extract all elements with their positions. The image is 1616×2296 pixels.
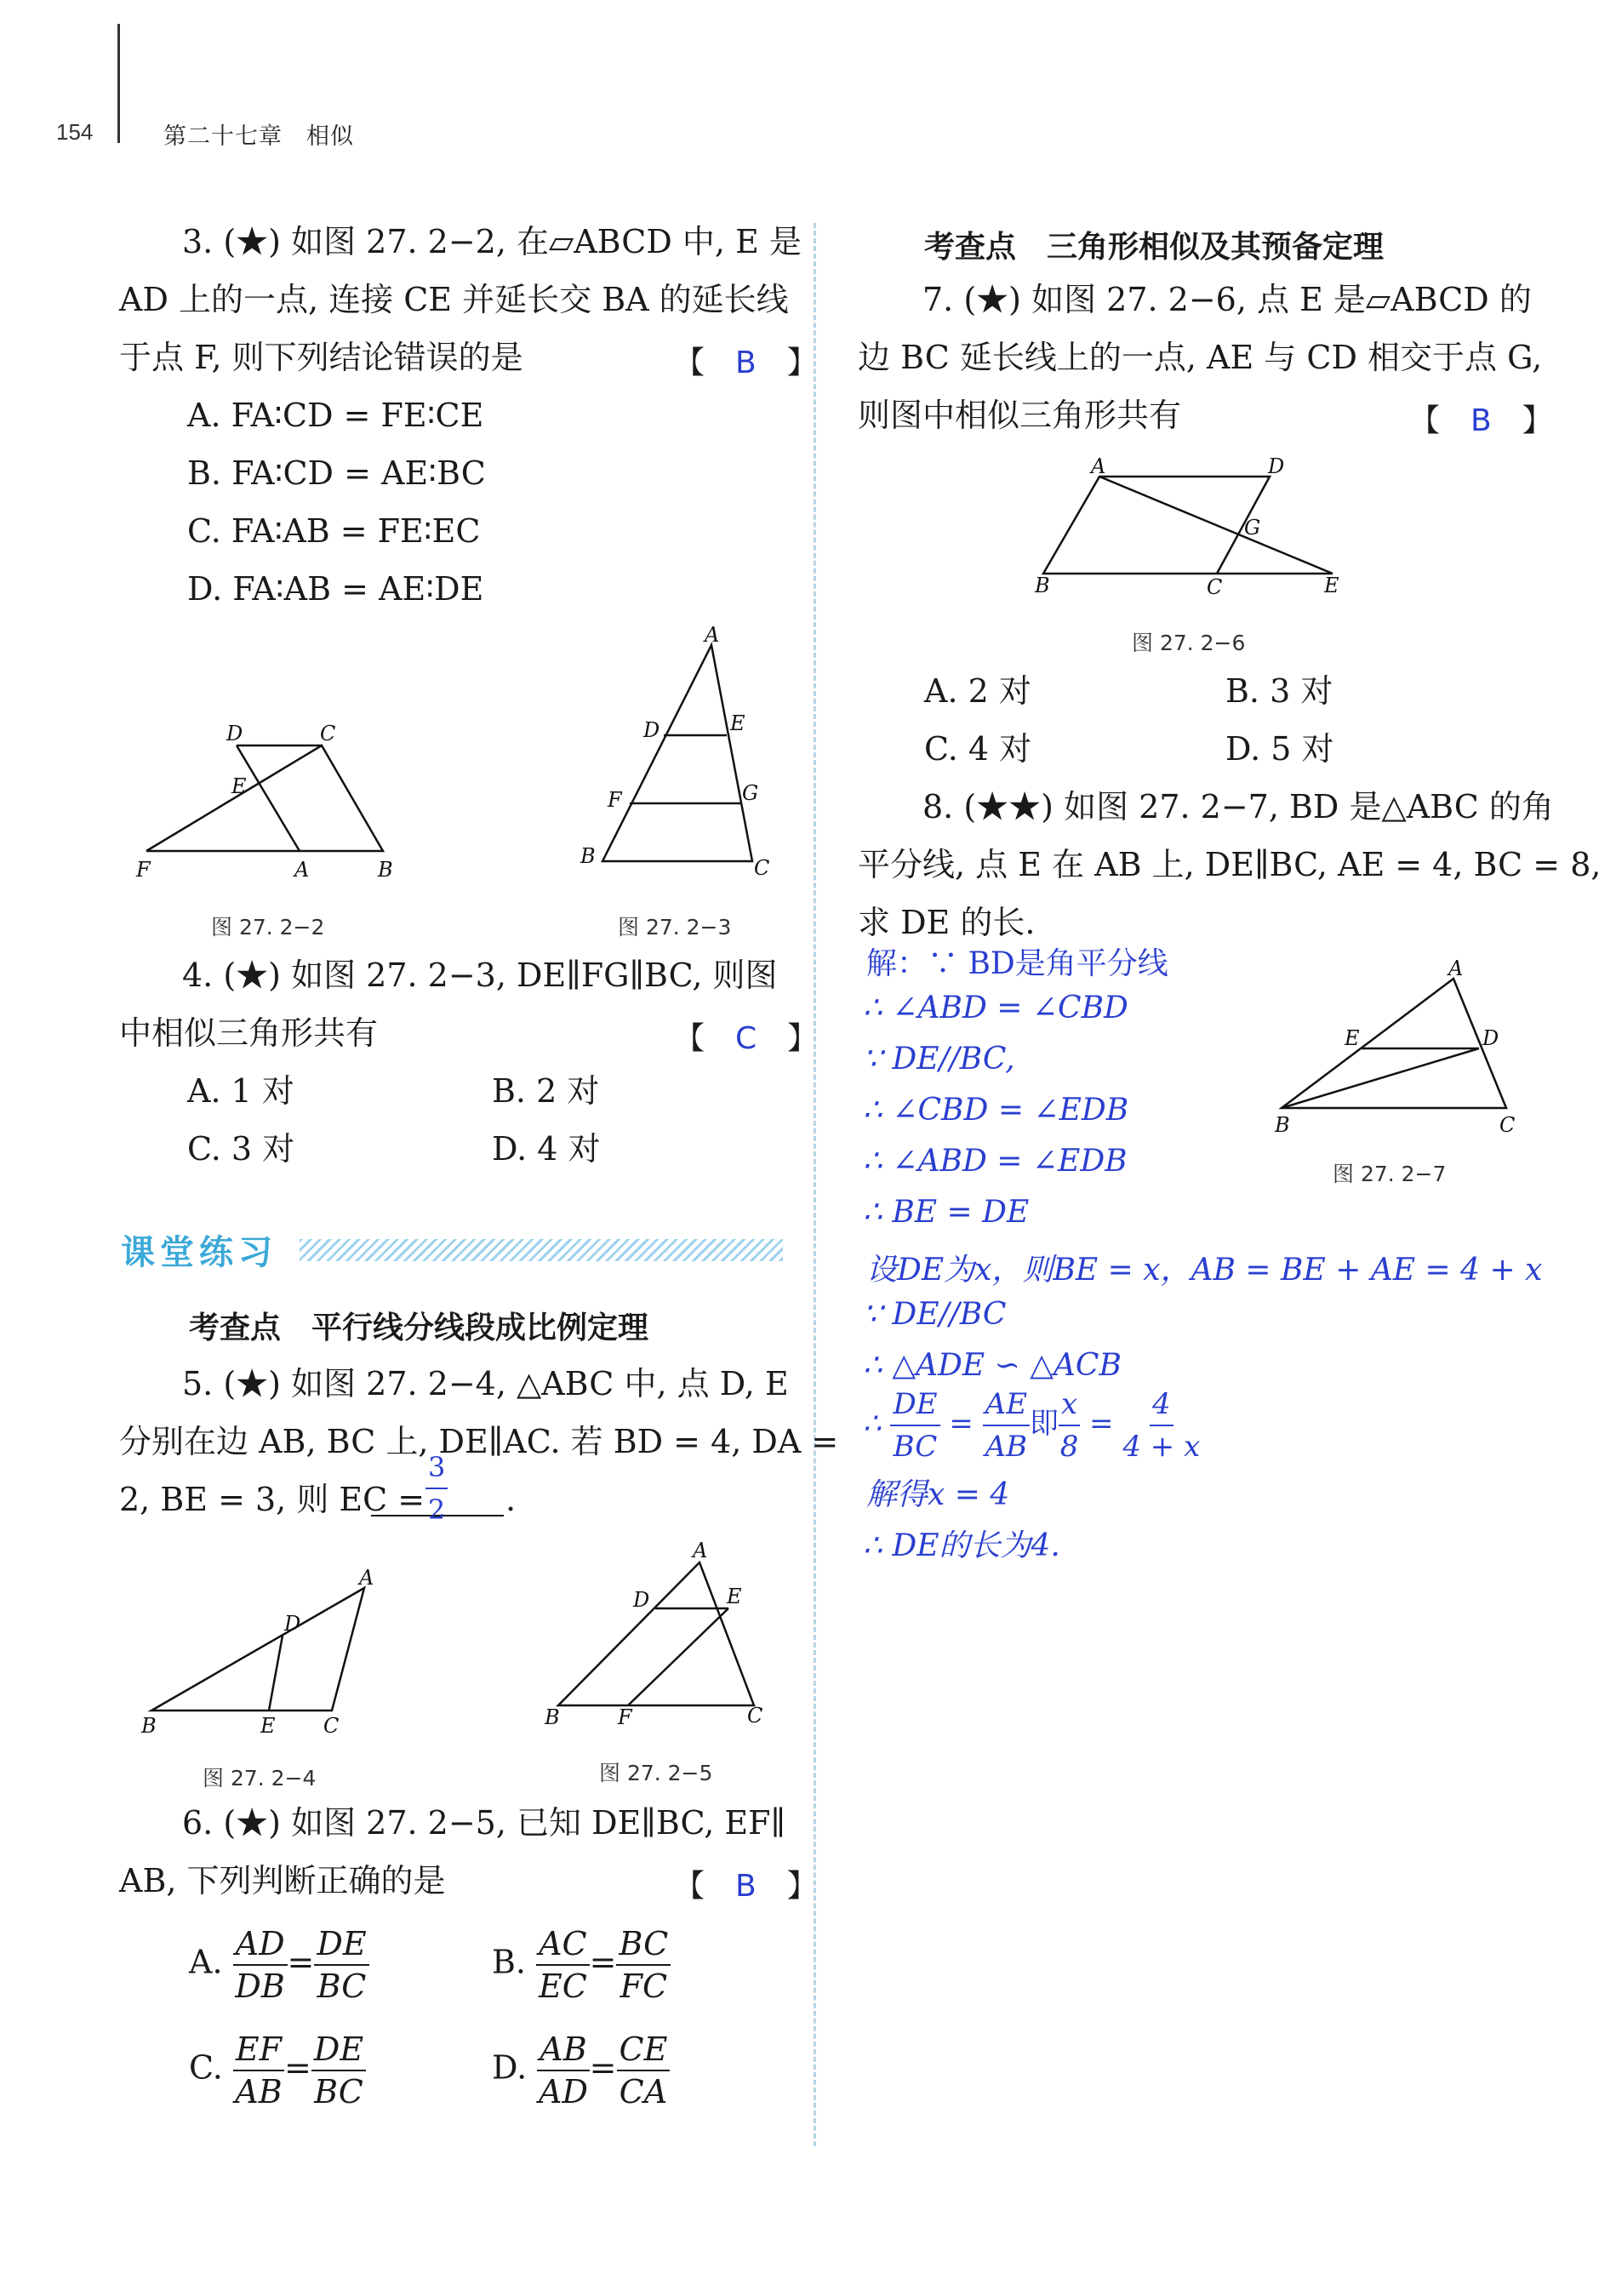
q7-option-d: D. 5 对 <box>1225 730 1334 768</box>
fig-2-4-triangle-abc <box>151 1588 364 1711</box>
q3-answer: B <box>735 346 757 380</box>
q5-line-3: 2, BE = 3, 则 EC = <box>119 1481 425 1518</box>
q7-line-1: 7. (★) 如图 27. 2−6, 点 E 是▱ABCD 的 <box>922 281 1532 318</box>
q8-line-3: 求 DE 的长. <box>858 904 1036 941</box>
fig-2-3-label-c: C <box>754 856 770 880</box>
fig-2-7-label-c: C <box>1499 1113 1516 1137</box>
q4-line-1: 4. (★) 如图 27. 2−3, DE∥FG∥BC, 则图 <box>182 957 778 994</box>
q6-option-c: C. $\frac{EF}{AB}$ = $\frac{DE}{BC}$ <box>189 2029 366 2112</box>
q6-option-d-frac1-den: AD <box>539 2073 588 2110</box>
q5-answer <box>425 1447 448 1530</box>
q6-option-b-frac2-den: FC <box>620 1968 668 2005</box>
q6-option-b: B. $\frac{AC}{EC}$ = $\frac{BC}{FC}$ <box>492 1923 671 2007</box>
fig-2-5-line-ef <box>628 1608 728 1705</box>
q6-option-c-label: C. <box>189 2048 223 2087</box>
q6-option-a-label: A. <box>189 1943 223 1981</box>
fig-2-5-label-e: E <box>727 1585 742 1608</box>
fig-2-6-line-ae <box>1099 477 1333 574</box>
q3-option-c: C. FA∶AB = FE∶EC <box>187 512 481 550</box>
solution-therefore: ∴ <box>863 1407 882 1441</box>
q6-option-c-frac2-den: BC <box>314 2073 363 2110</box>
solution-namely: 即 <box>1030 1407 1059 1441</box>
fig-2-7-caption: 图 27. 2−7 <box>1333 1162 1447 1186</box>
fig-2-2-label-c: C <box>320 722 336 745</box>
q5-line-2: 分别在边 AB, BC 上, DE∥AC. 若 BD = 4, DA = <box>119 1423 839 1460</box>
fig-2-7-line-bd <box>1282 1048 1479 1108</box>
q8-line-1: 8. (★★) 如图 27. 2−7, BD 是△ABC 的角 <box>922 788 1554 825</box>
fig-2-6-caption: 图 27. 2−6 <box>1132 631 1246 655</box>
column-divider <box>814 223 816 2146</box>
solution-frac3-den: 8 <box>1059 1430 1079 1464</box>
q7-answer: B <box>1470 403 1492 438</box>
fig-2-7-label-a: A <box>1448 960 1464 980</box>
fig-2-6-label-b: B <box>1035 574 1050 597</box>
solution-line-3: ∵ DE//BC, <box>863 1042 1015 1077</box>
fig-2-3-label-e: E <box>730 711 745 735</box>
fig-2-5-label-f: F <box>618 1705 632 1729</box>
q3-line-2: AD 上的一点, 连接 CE 并延长交 BA 的延长线 <box>119 281 789 318</box>
fig-2-2-label-a: A <box>294 858 310 882</box>
solution-frac1-num: DE <box>890 1384 939 1426</box>
q7-option-c: C. 4 对 <box>924 730 1032 768</box>
q6-option-b-frac1-den: EC <box>538 1968 587 2005</box>
fig-2-7-label-b: B <box>1275 1113 1290 1137</box>
figure-27-2-2 <box>128 715 417 885</box>
q5-period: . <box>505 1481 517 1518</box>
fig-2-3-caption: 图 27. 2−3 <box>618 915 732 940</box>
q3-answer-box: 【 B 】 <box>674 346 818 380</box>
q6-option-a-frac1 <box>233 1923 288 2007</box>
q6-option-d-frac2 <box>617 2029 671 2112</box>
fig-2-2-caption: 图 27. 2−2 <box>211 915 325 940</box>
solution-line-2: ∴ ∠ABD = ∠CBD <box>863 991 1128 1025</box>
solution-line-8: ∵ DE//BC <box>863 1297 1007 1332</box>
solution-line-conclusion: ∴ DE的长为4. <box>863 1528 1060 1563</box>
figure-27-2-6 <box>1026 454 1350 599</box>
q5-answer-numerator: 3 <box>425 1447 448 1489</box>
solution-line-result: 解得x = 4 <box>866 1477 1010 1512</box>
q8-line-2: 平分线, 点 E 在 AB 上, DE∥BC, AE = 4, BC = 8, <box>858 846 1602 883</box>
solution-frac-ae-ab <box>983 1384 1030 1467</box>
q6-option-c-frac1-den: AB <box>235 2073 283 2110</box>
q6-option-d-frac1-num: AB <box>537 2029 589 2071</box>
solution-frac2-num: AE <box>983 1384 1030 1426</box>
q6-option-d-frac1 <box>537 2029 589 2112</box>
q6-option-a-frac1-num: AD <box>233 1923 288 1966</box>
q4-option-a: A. 1 对 <box>187 1072 294 1110</box>
fig-2-7-triangle-abc <box>1282 979 1506 1108</box>
q6-option-a-frac1-den: DB <box>235 1968 285 2005</box>
fig-2-6-label-a: A <box>1091 454 1106 478</box>
q6-option-b-frac1-num: AC <box>536 1923 590 1966</box>
q3-option-b: B. FA∶CD = AE∶BC <box>187 454 486 492</box>
chapter-title: 第二十七章 相似 <box>163 123 354 150</box>
q5-answer-denominator: 2 <box>428 1494 446 1526</box>
fig-2-5-triangle-abc <box>558 1562 754 1705</box>
fig-2-2-label-d: D <box>226 722 243 745</box>
figure-27-2-7 <box>1268 960 1523 1147</box>
topic-parallel-lines: 考查点 平行线分线段成比例定理 <box>189 1311 649 1345</box>
q7-option-a: A. 2 对 <box>924 672 1031 710</box>
fig-2-4-caption: 图 27. 2−4 <box>203 1766 317 1791</box>
q4-option-b: B. 2 对 <box>492 1072 600 1110</box>
q4-option-d: D. 4 对 <box>492 1130 601 1168</box>
fig-2-3-triangle-abc <box>602 645 752 861</box>
q6-answer-box: 【 B 】 <box>674 1869 818 1904</box>
solution-line-9: ∴ △ADE ∽ △ACB <box>863 1348 1122 1383</box>
solution-frac4-den: 4 + x <box>1122 1430 1201 1464</box>
fig-2-4-label-e: E <box>260 1714 276 1736</box>
fig-2-2-side-da <box>237 745 300 851</box>
fig-2-3-label-g: G <box>742 781 759 805</box>
solution-frac-x-8 <box>1059 1384 1080 1467</box>
q6-option-c-frac2-num: DE <box>311 2029 366 2071</box>
practice-heading-rule <box>300 1239 783 1261</box>
fig-2-4-label-b: B <box>141 1714 157 1736</box>
q6-option-b-frac1 <box>536 1923 590 2007</box>
q6-option-b-frac2 <box>616 1923 671 2007</box>
q7-line-3: 则图中相似三角形共有 <box>858 397 1182 434</box>
q6-line-2: AB, 下列判断正确的是 <box>119 1862 446 1899</box>
fig-2-2-triangle-fec <box>146 745 383 851</box>
solution-line-5: ∴ ∠ABD = ∠EDB <box>863 1144 1128 1179</box>
q6-option-c-frac1-num: EF <box>233 2029 284 2071</box>
solution-frac4-num: 4 <box>1150 1384 1173 1426</box>
fig-2-5-caption: 图 27. 2−5 <box>599 1761 713 1785</box>
q6-option-c-frac1 <box>233 2029 284 2112</box>
q6-option-b-label: B. <box>492 1943 527 1981</box>
q3-option-a: A. FA∶CD = FE∶CE <box>187 397 484 434</box>
q6-option-b-frac2-num: BC <box>616 1923 671 1966</box>
q6-line-1: 6. (★) 如图 27. 2−5, 已知 DE∥BC, EF∥ <box>182 1804 786 1842</box>
header-rule <box>117 24 120 143</box>
fig-2-4-label-d: D <box>284 1612 301 1636</box>
q4-option-c: C. 3 对 <box>187 1130 295 1168</box>
fig-2-5-label-c: C <box>747 1704 763 1728</box>
q3-line-1: 3. (★) 如图 27. 2−2, 在▱ABCD 中, E 是 <box>182 223 802 260</box>
q3-option-d: D. FA∶AB = AE∶DE <box>187 570 484 608</box>
q6-option-a-frac2 <box>314 1923 368 2007</box>
solution-frac1-den: BC <box>893 1430 938 1464</box>
q4-answer-box: 【 C 】 <box>674 1021 819 1056</box>
fig-2-5-label-a: A <box>693 1539 708 1562</box>
solution-proportion: ∴ $\frac{DE}{BC}$ = $\frac{AE}{AB}$ 即 $\frac{x}{8}$ = $\frac{4}{4 + x}$ <box>863 1384 1200 1467</box>
figure-27-2-5 <box>536 1537 774 1741</box>
topic-triangle-similarity: 考查点 三角形相似及其预备定理 <box>924 230 1385 265</box>
q5-line-1: 5. (★) 如图 27. 2−4, △ABC 中, 点 D, E <box>182 1365 789 1402</box>
fig-2-6-label-g: G <box>1244 516 1261 540</box>
fig-2-2-label-e: E <box>231 774 247 798</box>
fig-2-3-label-a: A <box>705 623 720 647</box>
q7-answer-box: 【 B 】 <box>1409 403 1553 438</box>
fig-2-6-parallelogram-abcd <box>1043 477 1270 574</box>
page-number: 154 <box>56 119 94 145</box>
q4-answer: C <box>735 1021 757 1056</box>
fig-2-5-label-d: D <box>633 1588 650 1612</box>
fig-2-3-label-d: D <box>643 718 660 742</box>
q6-option-a-frac2-num: DE <box>314 1923 368 1966</box>
q3-line-3: 于点 F, 则下列结论错误的是 <box>119 339 523 376</box>
fig-2-2-label-f: F <box>136 858 151 882</box>
fig-2-3-label-b: B <box>580 844 596 868</box>
fig-2-4-label-c: C <box>323 1714 340 1736</box>
q7-option-b: B. 3 对 <box>1225 672 1333 710</box>
q6-option-a-frac2-den: BC <box>317 1968 367 2005</box>
solution-frac-4-4x <box>1122 1384 1200 1467</box>
q6-option-d-label: D. <box>492 2048 528 2087</box>
solution-frac3-num: x <box>1059 1384 1080 1426</box>
q6-option-d-frac2-den: CA <box>619 2073 668 2110</box>
q6-option-c-frac2 <box>311 2029 366 2112</box>
q6-option-d-frac2-num: CE <box>617 2029 671 2071</box>
solution-frac-de-bc <box>890 1384 939 1467</box>
solution-line-6: ∴ BE = DE <box>863 1195 1030 1230</box>
q4-line-2: 中相似三角形共有 <box>119 1014 379 1052</box>
figure-27-2-3 <box>562 621 783 885</box>
solution-frac2-den: AB <box>985 1430 1028 1464</box>
solution-line-1: 解：∵ BD是角平分线 <box>866 946 1168 981</box>
practice-heading: 课堂练习 <box>121 1233 277 1272</box>
fig-2-7-label-e: E <box>1345 1026 1360 1050</box>
fig-2-5-label-b: B <box>545 1705 560 1729</box>
fig-2-2-label-b: B <box>378 858 393 882</box>
fig-2-3-label-f: F <box>608 788 622 812</box>
fig-2-6-label-c: C <box>1207 575 1223 599</box>
fig-2-7-label-d: D <box>1482 1026 1499 1050</box>
q6-option-a: A. $\frac{AD}{DB}$ = $\frac{DE}{BC}$ <box>189 1923 369 2007</box>
fig-2-4-line-de <box>269 1636 283 1711</box>
fig-2-6-label-d: D <box>1268 454 1285 478</box>
figure-27-2-4 <box>134 1566 381 1736</box>
q6-option-d: D. $\frac{AB}{AD}$ = $\frac{CE}{CA}$ <box>492 2029 670 2112</box>
q7-line-2: 边 BC 延长线上的一点, AE 与 CD 相交于点 G, <box>858 339 1543 376</box>
fig-2-4-label-a: A <box>359 1566 374 1590</box>
solution-line-7: 设DE为x，则BE = x，AB = BE + AE = 4 + x <box>866 1253 1543 1288</box>
q6-answer: B <box>735 1869 757 1904</box>
solution-line-4: ∴ ∠CBD = ∠EDB <box>863 1093 1129 1128</box>
fig-2-6-label-e: E <box>1324 574 1339 597</box>
